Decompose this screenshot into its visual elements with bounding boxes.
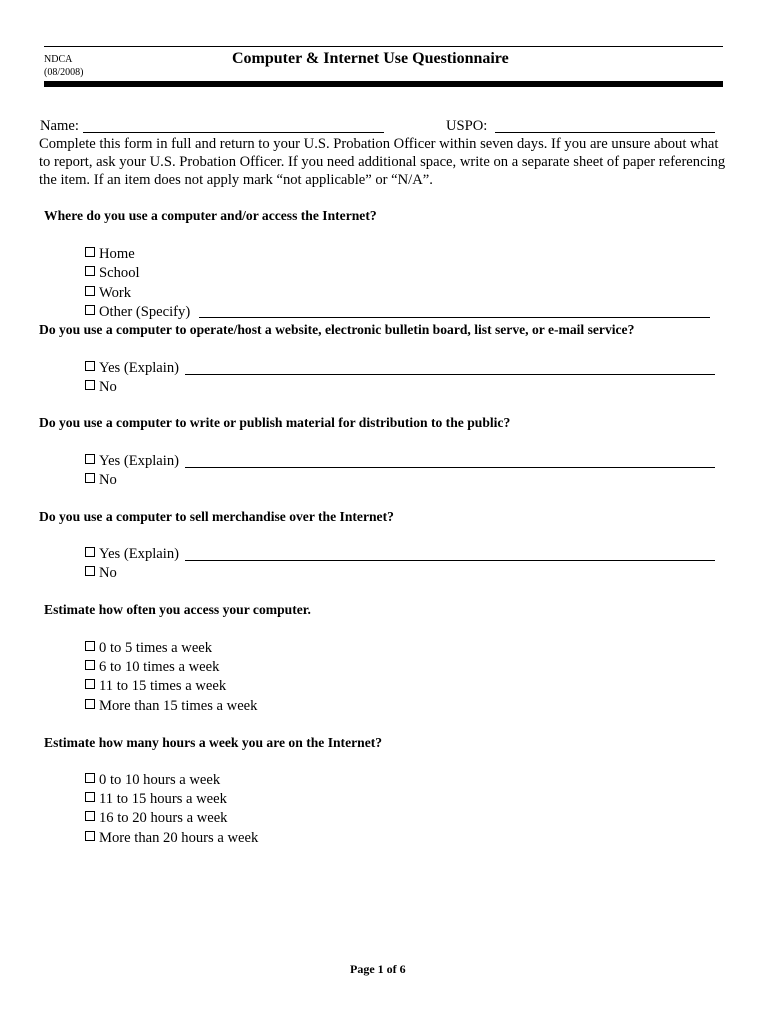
page-number: Page 1 of 6: [350, 962, 406, 976]
option-no[interactable]: No: [85, 471, 117, 489]
checkbox[interactable]: [85, 792, 95, 802]
header-top-rule: [44, 46, 723, 47]
option-no[interactable]: No: [85, 378, 117, 396]
checkbox[interactable]: [85, 473, 95, 483]
uspo-label: USPO:: [446, 118, 488, 134]
instructions-text: Complete this form in full and return to your U.S. Probation Officer within seven days. If you are unsure about what to report, ask your U.S. Probation Officer. If you need additional space, write on a separate sheet of paper referencing the item. If an item does not apply mark “not applicable” or “N/A”.: [39, 136, 726, 188]
checkbox[interactable]: [85, 380, 95, 390]
option-16-20-hours[interactable]: 16 to 20 hours a week: [85, 809, 227, 827]
option-more-than-20-hours[interactable]: More than 20 hours a week: [85, 829, 258, 847]
question-sell-merchandise: Do you use a computer to sell merchandise over the Internet?: [39, 509, 394, 524]
form-date: (08/2008): [44, 67, 84, 78]
checkbox[interactable]: [85, 566, 95, 576]
option-school[interactable]: School: [85, 264, 140, 282]
checkbox[interactable]: [85, 811, 95, 821]
name-field[interactable]: [83, 132, 384, 133]
checkbox[interactable]: [85, 699, 95, 709]
question-publish-material: Do you use a computer to write or publish material for distribution to the public?: [39, 415, 511, 430]
option-0-10-hours[interactable]: 0 to 10 hours a week: [85, 771, 220, 789]
option-more-than-15-times[interactable]: More than 15 times a week: [85, 697, 257, 715]
checkbox[interactable]: [85, 831, 95, 841]
option-other[interactable]: Other (Specify): [85, 303, 190, 321]
checkbox[interactable]: [85, 773, 95, 783]
checkbox[interactable]: [85, 266, 95, 276]
option-yes[interactable]: Yes (Explain): [85, 545, 179, 563]
explain-field[interactable]: [185, 467, 715, 468]
explain-field[interactable]: [185, 374, 715, 375]
checkbox[interactable]: [85, 679, 95, 689]
option-0-5-times[interactable]: 0 to 5 times a week: [85, 639, 212, 657]
option-yes[interactable]: Yes (Explain): [85, 359, 179, 377]
checkbox[interactable]: [85, 286, 95, 296]
question-internet-hours: Estimate how many hours a week you are on the Internet?: [44, 735, 383, 750]
page-title: Computer & Internet Use Questionnaire: [232, 50, 509, 67]
question-website-host: Do you use a computer to operate/host a website, electronic bulletin board, list serve, or e-mail service?: [39, 322, 635, 337]
option-yes[interactable]: Yes (Explain): [85, 452, 179, 470]
option-6-10-times[interactable]: 6 to 10 times a week: [85, 658, 219, 676]
checkbox[interactable]: [85, 547, 95, 557]
checkbox[interactable]: [85, 361, 95, 371]
option-no[interactable]: No: [85, 564, 117, 582]
question-access-frequency: Estimate how often you access your computer.: [44, 602, 311, 617]
option-11-15-hours[interactable]: 11 to 15 hours a week: [85, 790, 227, 808]
checkbox[interactable]: [85, 660, 95, 670]
other-specify-field[interactable]: [199, 317, 710, 318]
option-work[interactable]: Work: [85, 284, 131, 302]
option-home[interactable]: Home: [85, 245, 135, 263]
header-bottom-rule: [44, 81, 723, 87]
explain-field[interactable]: [185, 560, 715, 561]
checkbox[interactable]: [85, 247, 95, 257]
org-code: NDCA: [44, 54, 73, 65]
question-computer-location: Where do you use a computer and/or access the Internet?: [44, 208, 377, 223]
uspo-field[interactable]: [495, 132, 715, 133]
checkbox[interactable]: [85, 641, 95, 651]
option-11-15-times[interactable]: 11 to 15 times a week: [85, 677, 226, 695]
name-label: Name:: [40, 118, 79, 134]
checkbox[interactable]: [85, 305, 95, 315]
checkbox[interactable]: [85, 454, 95, 464]
